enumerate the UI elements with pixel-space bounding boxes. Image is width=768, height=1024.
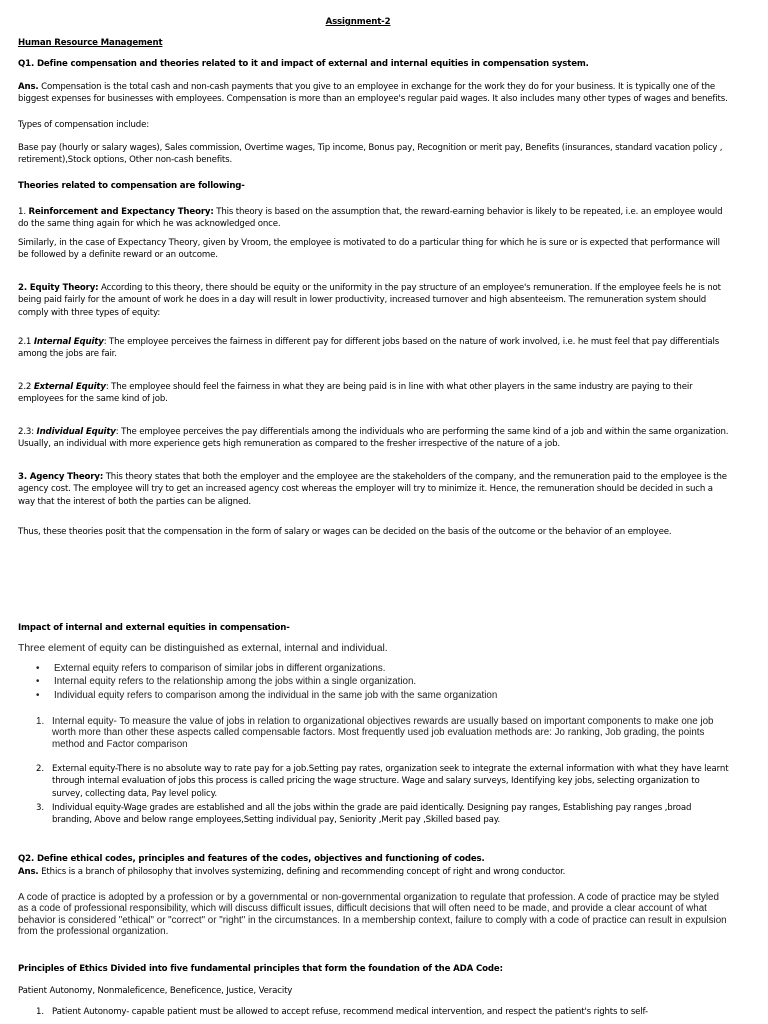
principles-heading: Principles of Ethics Divided into five fundamental principles that form the foundation of the ADA Code:	[18, 964, 503, 974]
impact-heading: Impact of internal and external equities in compensation-	[18, 623, 290, 633]
list-item: • Individual equity refers to comparison among the individual in the same job with the same organization	[18, 690, 730, 701]
equity-internal-num: 2.1	[18, 337, 34, 347]
theory-1-text: This theory is based on the assumption that, the reward-earning behavior is likely to be repeated, i.e. an employee would do the same thing again for which he was acknowledged once.	[18, 207, 723, 230]
list-item: • External equity refers to comparison of similar jobs in different organizations.	[18, 663, 730, 674]
theory-3-title: 3. Agency Theory:	[18, 472, 104, 482]
equity-external-title: External Equity	[33, 382, 106, 392]
equity-internal-title: Internal Equity	[33, 337, 104, 347]
theory-3-text: This theory states that both the employer and the employee are the stakeholders of the company, and the remuneration paid to the employee is the agency cost. The employee will try to get an increased agency cost whereas the employer will try to minimize it. Hence, the remuneration should be decided in such a way that the interest of both the parties can be aligned.	[18, 472, 727, 507]
q1-conclusion: Thus, these theories posit that the compensation in the form of salary or wages can be decided on the basis of the outcome or the behavior of an employee.	[18, 527, 672, 537]
q2-question: Q2. Define ethical codes, principles and features of the codes, objectives and functioning of codes.	[18, 854, 485, 864]
list-item: 1. Patient Autonomy- capable patient must be allowed to accept refuse, recommend medical intervention, and respect the patient's rights to self-	[36, 1007, 648, 1017]
q1-answer	[18, 81, 730, 106]
equity-individual-num: 2.3:	[18, 427, 37, 437]
equity-individual	[18, 426, 730, 451]
q2-answer	[18, 866, 730, 878]
list-item: 1. Internal equity- To measure the value of jobs in relation to organizational objectives rewards are usually based on important components to make one job worth more than other these aspects called compensable factors. Most frequently used job evaluation methods are: Jo ranking, Job grading, the points method and Factor comparison	[36, 716, 714, 750]
q2-ans-label: Ans.	[18, 867, 39, 877]
impact-bullets	[18, 663, 730, 701]
equity-external-num: 2.2	[18, 382, 34, 392]
equity-external	[18, 381, 730, 406]
theory-2-text: According to this theory, there should be equity or the uniformity in the pay structure of an employee's remuneration. If the employee feels he is not being paid fairly for the amount of work he does in a day will result in lower productivity, increased turnover and high absenteeism. The remuneration system should comply with three types of equity:	[18, 283, 721, 318]
q2-ans-text: Ethics is a branch of philosophy that involves systemizing, defining and recommending concept of right and wrong conductor.	[38, 867, 566, 877]
principles-list: Patient Autonomy, Nonmaleficence, Beneficence, Justice, Veracity	[18, 986, 293, 996]
q1-ans-text: Compensation is the total cash and non-cash payments that you give to an employee in exchange for the work they do for your business. It is typically one of the biggest expenses for businesses with employees. Compensation is more than an employee's regular paid wages. It also includes many other types of wages and benefits.	[18, 82, 728, 105]
impact-numbered	[18, 716, 730, 750]
theory-1-expectancy: Similarly, in the case of Expectancy Theory, given by Vroom, the employee is motivated to do a particular thing for which he is sure or is expected that performance will be followed by a definite reward or an outcome.	[18, 238, 720, 261]
q1-ans-label: Ans.	[18, 82, 39, 92]
impact-numbered-3	[18, 802, 730, 827]
theory-2	[18, 282, 730, 319]
theories-heading: Theories related to compensation are following-	[18, 181, 245, 191]
subject-heading: Human Resource Management	[18, 38, 163, 48]
equity-internal	[18, 336, 730, 361]
theory-1	[18, 206, 730, 231]
list-item: 3. Individual equity-Wage grades are established and all the jobs within the grade are paid identically. Designing pay ranges, Establishing pay ranges ,broad branding, Above and below range employees,Setting individual pay, Seniority ,Merit pay ,Skilled based pay.	[36, 803, 692, 826]
types-heading: Types of compensation include:	[18, 120, 149, 130]
types-list: Base pay (hourly or salary wages), Sales commission, Overtime wages, Tip income, Bonus pay, Recognition or merit pay, Benefits (insurances, standard vacation policy , retirement),Stock options, Other non-cash benefits.	[18, 143, 723, 166]
theory-3	[18, 471, 730, 508]
principles-numbered	[18, 1006, 730, 1018]
equity-individual-text: : The employee perceives the pay differentials among the individuals who are performing the same kind of a job and within the same organization. Usually, an individual with more experience gets high remuneration as compared to the fresher irrespective of the nature of a job.	[18, 427, 729, 450]
impact-intro: Three element of equity can be distinguished as external, internal and individual.	[18, 643, 388, 654]
list-item: • Internal equity refers to the relationship among the jobs within a single organization.	[18, 676, 730, 687]
theory-1-title: Reinforcement and Expectancy Theory:	[28, 207, 214, 217]
document-title: Assignment-2	[325, 17, 391, 27]
impact-numbered-2	[18, 763, 730, 800]
theory-1-num: 1.	[18, 207, 29, 217]
equity-external-text: : The employee should feel the fairness in what they are being paid is in line with what other players in the same industry are paying to their employees for the same kind of job.	[18, 382, 693, 405]
list-item: 2. External equity-There is no absolute way to rate pay for a job.Setting pay rates, organization seek to integrate the external information with what they have learnt through internal evaluation of jobs this process is called pricing the wage structure. Wage and salary surveys, Identifying key jobs, selecting organization to survey, collecting data, Pay level policy.	[36, 764, 729, 799]
equity-individual-title: Individual Equity	[36, 427, 116, 437]
theory-2-title: 2. Equity Theory:	[18, 283, 99, 293]
q2-code-paragraph: A code of practice is adopted by a profession or by a governmental or non-governmental organization to regulate that profession. A code of practice may be styled as a code of professional responsibility, which will discuss difficult issues, difficult decisions that will often need to be made, and provide a clear account of what behavior is considered "ethical" or "correct" or "right" in the circumstances. In a membership context, failure to comply with a code of practice can result in expulsion from the professional organization.	[18, 892, 727, 938]
q1-question: Q1. Define compensation and theories related to it and impact of external and internal equities in compensation system.	[18, 59, 589, 69]
equity-internal-text: : The employee perceives the fairness in different pay for different jobs based on the nature of work involved, i.e. he must feel that pay differentials among the jobs are fair.	[18, 337, 720, 360]
